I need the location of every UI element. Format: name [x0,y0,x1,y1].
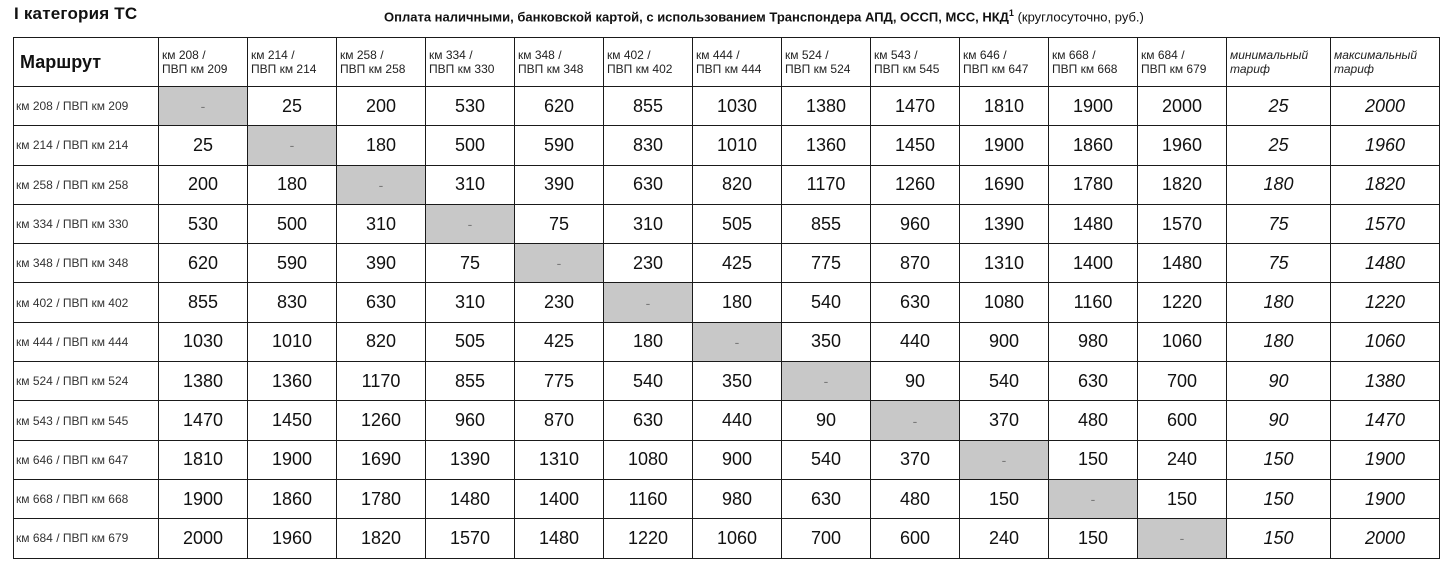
fare-cell: 830 [604,126,693,165]
row-route-label: км 402 / ПВП км 402 [14,283,159,322]
fare-cell: 350 [693,362,782,401]
table-row [14,165,1440,204]
column-header-6 [604,38,693,87]
fare-cell: 1170 [782,165,871,204]
fare-cell: 1480 [426,479,515,518]
fare-cell: 370 [960,401,1049,440]
table-row [14,519,1440,558]
fare-cell: 1260 [337,401,426,440]
fare-cell: 440 [871,322,960,361]
fare-cell: 1960 [1138,126,1227,165]
fare-cell: 1360 [782,126,871,165]
fare-cell: 180 [604,322,693,361]
fare-cell: 240 [1138,440,1227,479]
fare-cell: 870 [871,244,960,283]
fare-cell: 1820 [337,519,426,558]
fare-cell: 310 [426,283,515,322]
fare-cell: 1570 [1138,204,1227,243]
column-header-8 [782,38,871,87]
fare-cell: 1310 [515,440,604,479]
fare-cell: 500 [248,204,337,243]
column-header-10 [960,38,1049,87]
fare-cell: 630 [337,283,426,322]
fare-cell: 855 [159,283,248,322]
column-header-line: ПВП км 679 [1141,62,1207,76]
max-tariff-cell: 1060 [1331,322,1440,361]
tariff-table [13,37,1440,559]
fare-cell: 2000 [159,519,248,558]
row-route-label: км 214 / ПВП км 214 [14,126,159,165]
fare-cell: 1080 [604,440,693,479]
fare-cell: 630 [604,165,693,204]
column-header-line: км 402 / [607,48,651,62]
fare-cell: 1030 [693,87,782,126]
fare-cell: 960 [871,204,960,243]
column-header-line: ПВП км 209 [162,62,228,76]
column-header-4 [426,38,515,87]
min-tariff-cell: 180 [1227,322,1331,361]
fare-cell: 820 [693,165,782,204]
fare-cell: 1400 [515,479,604,518]
column-header-line: км 348 / [518,48,562,62]
fare-cell: 1220 [604,519,693,558]
fare-cell: 775 [782,244,871,283]
column-header-line: ПВП км 258 [340,62,406,76]
fare-cell: 600 [871,519,960,558]
fare-cell: 425 [693,244,782,283]
fare-cell: 630 [1049,362,1138,401]
fare-cell: 1810 [960,87,1049,126]
column-header-line: ПВП км 330 [429,62,495,76]
fare-cell: 630 [871,283,960,322]
max-tariff-header [1331,38,1440,87]
fare-cell: 1900 [248,440,337,479]
fare-cell: 590 [248,244,337,283]
fare-cell: 1030 [159,322,248,361]
column-header-line: ПВП км 524 [785,62,851,76]
fare-cell: 230 [604,244,693,283]
fare-cell: 1480 [515,519,604,558]
fare-cell: 200 [159,165,248,204]
fare-cell: 1900 [1049,87,1138,126]
column-header-line: ПВП км 444 [696,62,762,76]
row-route-label: км 334 / ПВП км 330 [14,204,159,243]
fare-cell: 1780 [337,479,426,518]
fare-cell: 1390 [960,204,1049,243]
column-header-line: ПВП км 402 [607,62,673,76]
fare-cell: 1260 [871,165,960,204]
max-tariff-cell: 1820 [1331,165,1440,204]
column-header-line: ПВП км 348 [518,62,584,76]
fare-cell: 530 [159,204,248,243]
min-tariff-cell: 180 [1227,165,1331,204]
fare-cell: 600 [1138,401,1227,440]
column-header-line: км 214 / [251,48,295,62]
fare-cell: 25 [159,126,248,165]
row-route-label: км 646 / ПВП км 647 [14,440,159,479]
fare-cell: 1220 [1138,283,1227,322]
fare-cell: 25 [248,87,337,126]
fare-cell: 540 [960,362,1049,401]
fare-cell: 1390 [426,440,515,479]
diagonal-cell: - [1049,479,1138,518]
fare-cell: 1470 [871,87,960,126]
min-tariff-cell: 75 [1227,244,1331,283]
column-header-line: км 524 / [785,48,829,62]
fare-cell: 1170 [337,362,426,401]
fare-cell: 1780 [1049,165,1138,204]
fare-cell: 980 [693,479,782,518]
fare-cell: 150 [1049,440,1138,479]
fare-cell: 1380 [782,87,871,126]
column-header-line: км 258 / [340,48,384,62]
route-column-header: Маршрут [14,38,159,87]
fare-cell: 505 [693,204,782,243]
column-header-line: км 543 / [874,48,918,62]
fare-cell: 200 [337,87,426,126]
fare-cell: 1480 [1138,244,1227,283]
fare-cell: 1450 [871,126,960,165]
diagonal-cell: - [426,204,515,243]
fare-cell: 900 [960,322,1049,361]
fare-cell: 505 [426,322,515,361]
max-tariff-cell: 1480 [1331,244,1440,283]
min-tariff-header-line: минимальный [1230,48,1309,62]
row-route-label: км 258 / ПВП км 258 [14,165,159,204]
fare-cell: 630 [782,479,871,518]
column-header-7 [693,38,782,87]
footnote-marker: 1 [1008,8,1014,18]
fare-cell: 370 [871,440,960,479]
max-tariff-cell: 2000 [1331,519,1440,558]
fare-cell: 820 [337,322,426,361]
category-title: I категория ТС [14,4,138,23]
fare-cell: 1160 [1049,283,1138,322]
column-header-9 [871,38,960,87]
fare-cell: 870 [515,401,604,440]
row-route-label: км 444 / ПВП км 444 [14,322,159,361]
max-tariff-cell: 1220 [1331,283,1440,322]
max-tariff-cell: 1380 [1331,362,1440,401]
fare-cell: 240 [960,519,1049,558]
row-route-label: км 668 / ПВП км 668 [14,479,159,518]
fare-cell: 830 [248,283,337,322]
fare-cell: 540 [782,283,871,322]
max-tariff-cell: 1900 [1331,440,1440,479]
fare-cell: 1690 [337,440,426,479]
fare-cell: 1860 [248,479,337,518]
column-header-3 [337,38,426,87]
fare-cell: 620 [159,244,248,283]
fare-cell: 150 [960,479,1049,518]
fare-cell: 630 [604,401,693,440]
row-route-label: км 543 / ПВП км 545 [14,401,159,440]
fare-cell: 540 [604,362,693,401]
fare-cell: 1080 [960,283,1049,322]
fare-cell: 150 [1138,479,1227,518]
fare-cell: 1860 [1049,126,1138,165]
fare-cell: 855 [782,204,871,243]
fare-cell: 1010 [693,126,782,165]
max-tariff-cell: 1570 [1331,204,1440,243]
fare-cell: 1810 [159,440,248,479]
table-row [14,126,1440,165]
fare-cell: 75 [515,204,604,243]
column-header-line: ПВП км 214 [251,62,317,76]
row-route-label: км 524 / ПВП км 524 [14,362,159,401]
column-header-line: км 646 / [963,48,1007,62]
column-header-5 [515,38,604,87]
min-tariff-cell: 90 [1227,362,1331,401]
fare-cell: 1060 [693,519,782,558]
fare-cell: 310 [426,165,515,204]
fare-cell: 1480 [1049,204,1138,243]
fare-cell: 180 [693,283,782,322]
table-row [14,479,1440,518]
fare-cell: 1010 [248,322,337,361]
fare-cell: 620 [515,87,604,126]
diagonal-cell: - [693,322,782,361]
fare-cell: 1900 [159,479,248,518]
column-header-line: ПВП км 668 [1052,62,1118,76]
min-tariff-cell: 90 [1227,401,1331,440]
table-row [14,87,1440,126]
fare-cell: 960 [426,401,515,440]
payment-note: (круглосуточно, руб.) [1017,9,1144,25]
column-header-12 [1138,38,1227,87]
fare-cell: 1570 [426,519,515,558]
fare-cell: 1060 [1138,322,1227,361]
fare-cell: 900 [693,440,782,479]
fare-cell: 480 [871,479,960,518]
column-header-line: ПВП км 647 [963,62,1029,76]
column-header-11 [1049,38,1138,87]
fare-cell: 1360 [248,362,337,401]
min-tariff-cell: 25 [1227,126,1331,165]
table-row [14,283,1440,322]
max-tariff-header-line: тариф [1334,62,1374,76]
fare-cell: 775 [515,362,604,401]
table-row [14,244,1440,283]
fare-cell: 1960 [248,519,337,558]
fare-cell: 1690 [960,165,1049,204]
table-row [14,440,1440,479]
column-header-line: км 444 / [696,48,740,62]
column-header-2 [248,38,337,87]
fare-cell: 530 [426,87,515,126]
fare-cell: 310 [337,204,426,243]
payment-text: Оплата наличными, банковской картой, с использованием Транспондера АПД, ОССП, МСС, НКД [384,9,1009,25]
max-tariff-cell: 1960 [1331,126,1440,165]
min-tariff-cell: 150 [1227,440,1331,479]
column-header-line: км 684 / [1141,48,1185,62]
row-route-label: км 684 / ПВП км 679 [14,519,159,558]
column-header-line: км 334 / [429,48,473,62]
min-tariff-cell: 150 [1227,519,1331,558]
fare-cell: 440 [693,401,782,440]
fare-cell: 230 [515,283,604,322]
min-tariff-cell: 25 [1227,87,1331,126]
fare-cell: 180 [248,165,337,204]
fare-cell: 1470 [159,401,248,440]
row-route-label: км 348 / ПВП км 348 [14,244,159,283]
diagonal-cell: - [871,401,960,440]
fare-cell: 75 [426,244,515,283]
table-body [14,87,1440,559]
min-tariff-cell: 180 [1227,283,1331,322]
table-row [14,322,1440,361]
max-tariff-header-line: максимальный [1334,48,1418,62]
diagonal-cell: - [515,244,604,283]
fare-cell: 480 [1049,401,1138,440]
table-header-row [14,38,1440,87]
fare-cell: 1400 [1049,244,1138,283]
fare-cell: 855 [426,362,515,401]
diagonal-cell: - [604,283,693,322]
fare-cell: 980 [1049,322,1138,361]
fare-cell: 1310 [960,244,1049,283]
fare-cell: 1820 [1138,165,1227,204]
fare-cell: 540 [782,440,871,479]
fare-cell: 700 [782,519,871,558]
fare-cell: 390 [515,165,604,204]
diagonal-cell: - [782,362,871,401]
fare-cell: 350 [782,322,871,361]
fare-cell: 2000 [1138,87,1227,126]
column-header-line: км 668 / [1052,48,1096,62]
fare-cell: 425 [515,322,604,361]
fare-cell: 390 [337,244,426,283]
fare-cell: 180 [337,126,426,165]
table-row [14,401,1440,440]
column-header-1 [159,38,248,87]
row-route-label: км 208 / ПВП км 209 [14,87,159,126]
min-tariff-cell: 75 [1227,204,1331,243]
min-tariff-cell: 150 [1227,479,1331,518]
diagonal-cell: - [248,126,337,165]
fare-cell: 500 [426,126,515,165]
fare-cell: 90 [871,362,960,401]
fare-cell: 590 [515,126,604,165]
diagonal-cell: - [1138,519,1227,558]
fare-cell: 1450 [248,401,337,440]
diagonal-cell: - [159,87,248,126]
max-tariff-cell: 2000 [1331,87,1440,126]
fare-cell: 855 [604,87,693,126]
min-tariff-header [1227,38,1331,87]
fare-cell: 1160 [604,479,693,518]
diagonal-cell: - [960,440,1049,479]
diagonal-cell: - [337,165,426,204]
fare-cell: 150 [1049,519,1138,558]
fare-cell: 90 [782,401,871,440]
fare-cell: 1900 [960,126,1049,165]
table-row [14,204,1440,243]
min-tariff-header-line: тариф [1230,62,1270,76]
payment-caption [384,8,1144,24]
fare-cell: 310 [604,204,693,243]
fare-cell: 1380 [159,362,248,401]
column-header-line: км 208 / [162,48,206,62]
fare-cell: 700 [1138,362,1227,401]
max-tariff-cell: 1470 [1331,401,1440,440]
table-row [14,362,1440,401]
column-header-line: ПВП км 545 [874,62,940,76]
max-tariff-cell: 1900 [1331,479,1440,518]
